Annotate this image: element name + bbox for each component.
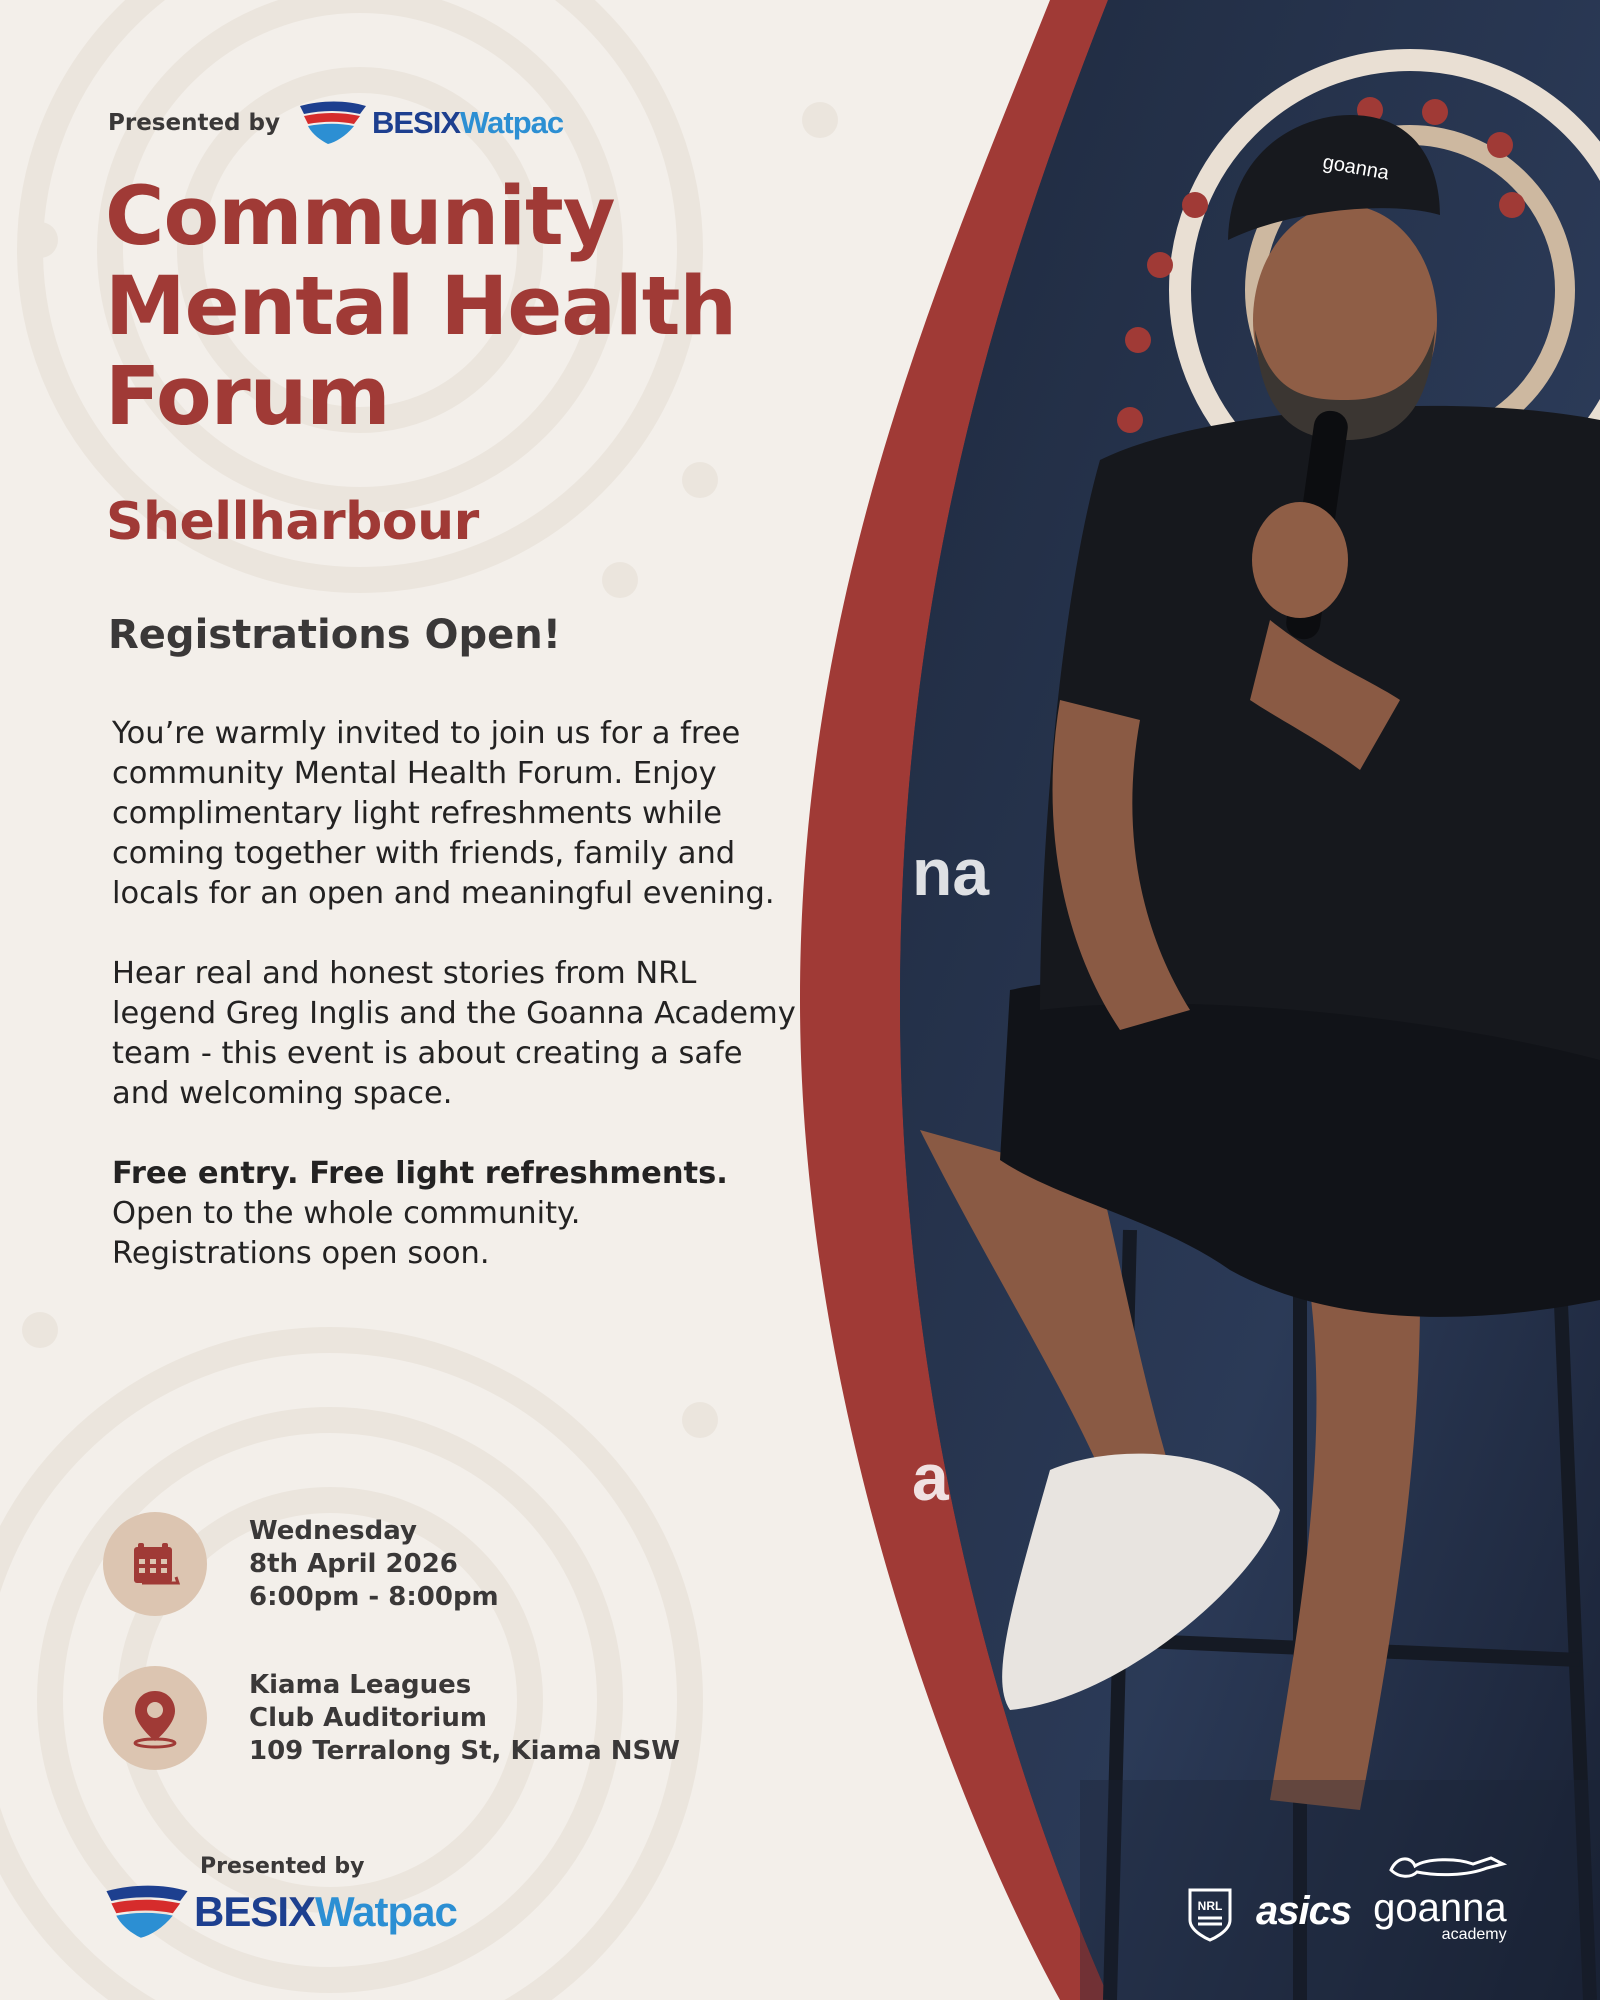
goanna-academy-subtext: academy	[1441, 1926, 1507, 1943]
location-heading: Shellharbour	[106, 492, 479, 552]
free-entry-text: Free entry. Free light refreshments.	[112, 1156, 728, 1191]
description-paragraph-3	[112, 1154, 802, 1274]
goanna-wordmark: goanna	[1373, 1886, 1507, 1930]
event-time: 6:00pm - 8:00pm	[249, 1581, 499, 1612]
event-description	[112, 714, 802, 1274]
venue-line-1: Kiama Leagues	[249, 1669, 472, 1700]
event-date-text	[249, 1515, 499, 1614]
open-community-text: Open to the whole community.	[112, 1196, 581, 1231]
venue-line-2: Club Auditorium	[249, 1702, 487, 1733]
asics-logo: asics	[1256, 1889, 1352, 1933]
goanna-lizard-icon	[1387, 1848, 1507, 1888]
calendar-icon-circle	[103, 1512, 207, 1616]
event-venue-text	[249, 1669, 680, 1768]
registrations-soon-text: Registrations open soon.	[112, 1236, 490, 1271]
besix-watpac-emblem-icon	[104, 1883, 190, 1941]
presented-by-label: Presented by	[108, 110, 280, 136]
nrl-logo-icon	[1186, 1886, 1234, 1944]
event-day: Wednesday	[249, 1515, 417, 1546]
page-title	[105, 172, 805, 442]
besix-watpac-logo	[298, 100, 563, 146]
event-venue-row	[103, 1666, 680, 1770]
cap-logo-text: goanna	[1321, 151, 1391, 185]
location-icon-circle	[103, 1666, 207, 1770]
svg-text:na: na	[912, 835, 990, 909]
location-pin-icon	[127, 1687, 183, 1749]
description-paragraph-1: You’re warmly invited to join us for a free community Mental Health Forum. Enjoy complimentary light refreshments while coming together with friends, family and locals for an open and meaningful evening.	[112, 716, 775, 911]
venue-address: 109 Terralong St, Kiama NSW	[249, 1735, 680, 1766]
event-date: 8th April 2026	[249, 1548, 458, 1579]
footer-presented-by-label: Presented by	[200, 1854, 365, 1879]
footer-besix-watpac-logo	[104, 1883, 457, 1941]
calendar-icon	[128, 1537, 182, 1591]
partner-logos	[1186, 1848, 1507, 1944]
presented-by-header	[108, 100, 563, 146]
svg-text:a: a	[912, 1440, 949, 1514]
goanna-academy-logo	[1373, 1848, 1506, 1944]
presented-by-footer	[104, 1854, 457, 1941]
footer-besix-wordmark: BESIX	[194, 1888, 316, 1935]
description-paragraph-2: Hear real and honest stories from NRL legend Greg Inglis and the Goanna Academy team - this event is about creating a safe and welcoming space.	[112, 956, 796, 1111]
besix-watpac-emblem-icon	[298, 100, 368, 146]
besix-wordmark: BESIX	[371, 105, 461, 140]
footer-watpac-wordmark: Watpac	[315, 1888, 457, 1935]
watpac-wordmark: Watpac	[460, 105, 564, 140]
event-date-row	[103, 1512, 499, 1616]
title-line-2: Mental Health	[105, 260, 737, 354]
title-line-1: Community	[105, 170, 615, 264]
nrl-logo-text: NRL	[1197, 1899, 1223, 1913]
registration-heading: Registrations Open!	[108, 612, 561, 658]
title-line-3: Forum	[105, 350, 390, 444]
